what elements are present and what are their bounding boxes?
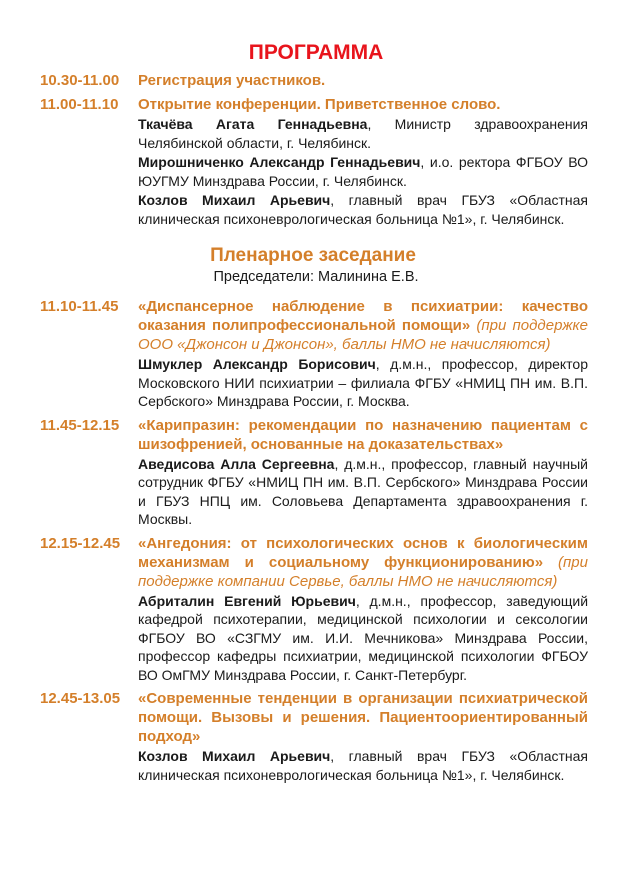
program-item [40, 689, 588, 784]
speaker-name: Ткачёва Агата Геннадьевна [138, 116, 368, 132]
topic [138, 297, 588, 354]
speaker-name: Козлов Михаил Арьевич [138, 748, 331, 764]
time-slot: 11.10-11.45 [40, 298, 119, 315]
speaker-desc: , и.о. ректора ФГБОУ ВО ЮУГМУ Минздрава России, г. Челябинск. [138, 154, 588, 189]
topic-title: «Карипразин: рекомендации по назначению пациентам с шизофренией, основанные на доказательствах» [138, 416, 588, 453]
program-item [40, 297, 588, 411]
speaker-desc: , главный врач ГБУЗ «Областная клиническая психоневрологическая больница №1», г. Челябинск. [138, 192, 588, 227]
time-slot: 10.30-11.00 [40, 72, 120, 89]
speaker-desc: , главный врач ГБУЗ «Областная клиническая психоневрологическая больница №1», г. Челябинск. [138, 748, 588, 783]
topic [138, 71, 588, 90]
topic [138, 534, 588, 591]
topic-title: «Ангедония: от психологических основ к биологическим механизмам и социальному функционированию» [138, 534, 588, 571]
speaker [138, 153, 588, 190]
topic-title: Открытие конференции. Приветственное слово. [138, 96, 501, 113]
program-item [40, 71, 588, 90]
speaker-desc: , д.м.н., профессор, главный научный сотрудник ФГБУ «НМИЦ ПН им. В.П. Сербского» Минздрава России и ГБУЗ НПЦ им. Соловьева Департамента здравоохранения г. Москвы. [138, 455, 588, 527]
speaker-desc: , Министр здравоохранения Челябинской области, г. Челябинск. [138, 116, 588, 151]
sessions-block [40, 297, 588, 789]
topic-title: Регистрация участников. [138, 72, 326, 89]
speaker-name: Аведисова Алла Сергеевна [138, 455, 335, 472]
speaker [138, 355, 588, 411]
speaker [138, 191, 588, 228]
program-item [40, 95, 588, 228]
opening-block [40, 71, 588, 233]
speaker-name: Мирошниченко Александр Геннадьевич [138, 154, 421, 170]
topic [138, 416, 588, 454]
item-content [138, 71, 588, 90]
item-content [138, 297, 588, 411]
plenary-title: Пленарное заседание [210, 245, 416, 266]
topic-note: (при поддержке ООО «Джонсон и Джонсон», баллы НМО не начисляются) [138, 317, 588, 353]
topic [138, 95, 588, 114]
speaker-name: Абриталин Евгений Юрьевич [138, 592, 356, 609]
speaker [138, 455, 588, 529]
topic-title: «Диспансерное наблюдение в психиатрии: качество оказания полипрофессиональной помощи» [138, 298, 588, 334]
program-item [40, 416, 588, 529]
speaker [138, 115, 588, 152]
speaker [138, 747, 588, 784]
plenary-header [0, 244, 632, 287]
time-slot: 11.00-11.10 [40, 96, 119, 113]
speaker-desc: , д.м.н., профессор, заведующий кафедрой психотерапии, медицинской психологии и сексологии ФГБОУ ВО «СЗГМУ им. И.И. Мечникова» Минздрава России, профессор кафедры психиатрии, медицинской психологии ФГБОУ ВО ОмГМУ Минздрава России, г. Санкт-Петербург. [138, 592, 589, 683]
topic-title: «Современные тенденции в организации психиатрической помощи. Вызовы и решения. Пациентоориентированный подход» [138, 690, 588, 745]
topic [138, 689, 588, 746]
item-content [138, 534, 588, 685]
time-slot: 12.15-12.45 [40, 534, 121, 552]
speaker-desc: , д.м.н., профессор, директор Московского НИИ психиатрии – филиала ФГБУ «НМИЦ ПН им. В.П. Сербского» Минздрава России, г. Москва. [138, 356, 589, 409]
time-slot: 11.45-12.15 [40, 416, 120, 434]
speaker [138, 592, 588, 685]
plenary-chairs: Председатели: Малинина Е.В. [213, 269, 419, 285]
item-content [138, 689, 588, 784]
program-item [40, 534, 588, 685]
item-content [138, 416, 588, 529]
item-content [138, 95, 588, 228]
program-title: ПРОГРАММА [248, 41, 384, 64]
speaker-name: Шмуклер Александр Борисович [138, 356, 376, 372]
time-slot: 12.45-13.05 [40, 690, 121, 707]
topic-note: (при поддержке компании Сервье, баллы НМО не начисляются) [138, 553, 588, 590]
speaker-name: Козлов Михаил Арьевич [138, 192, 331, 208]
